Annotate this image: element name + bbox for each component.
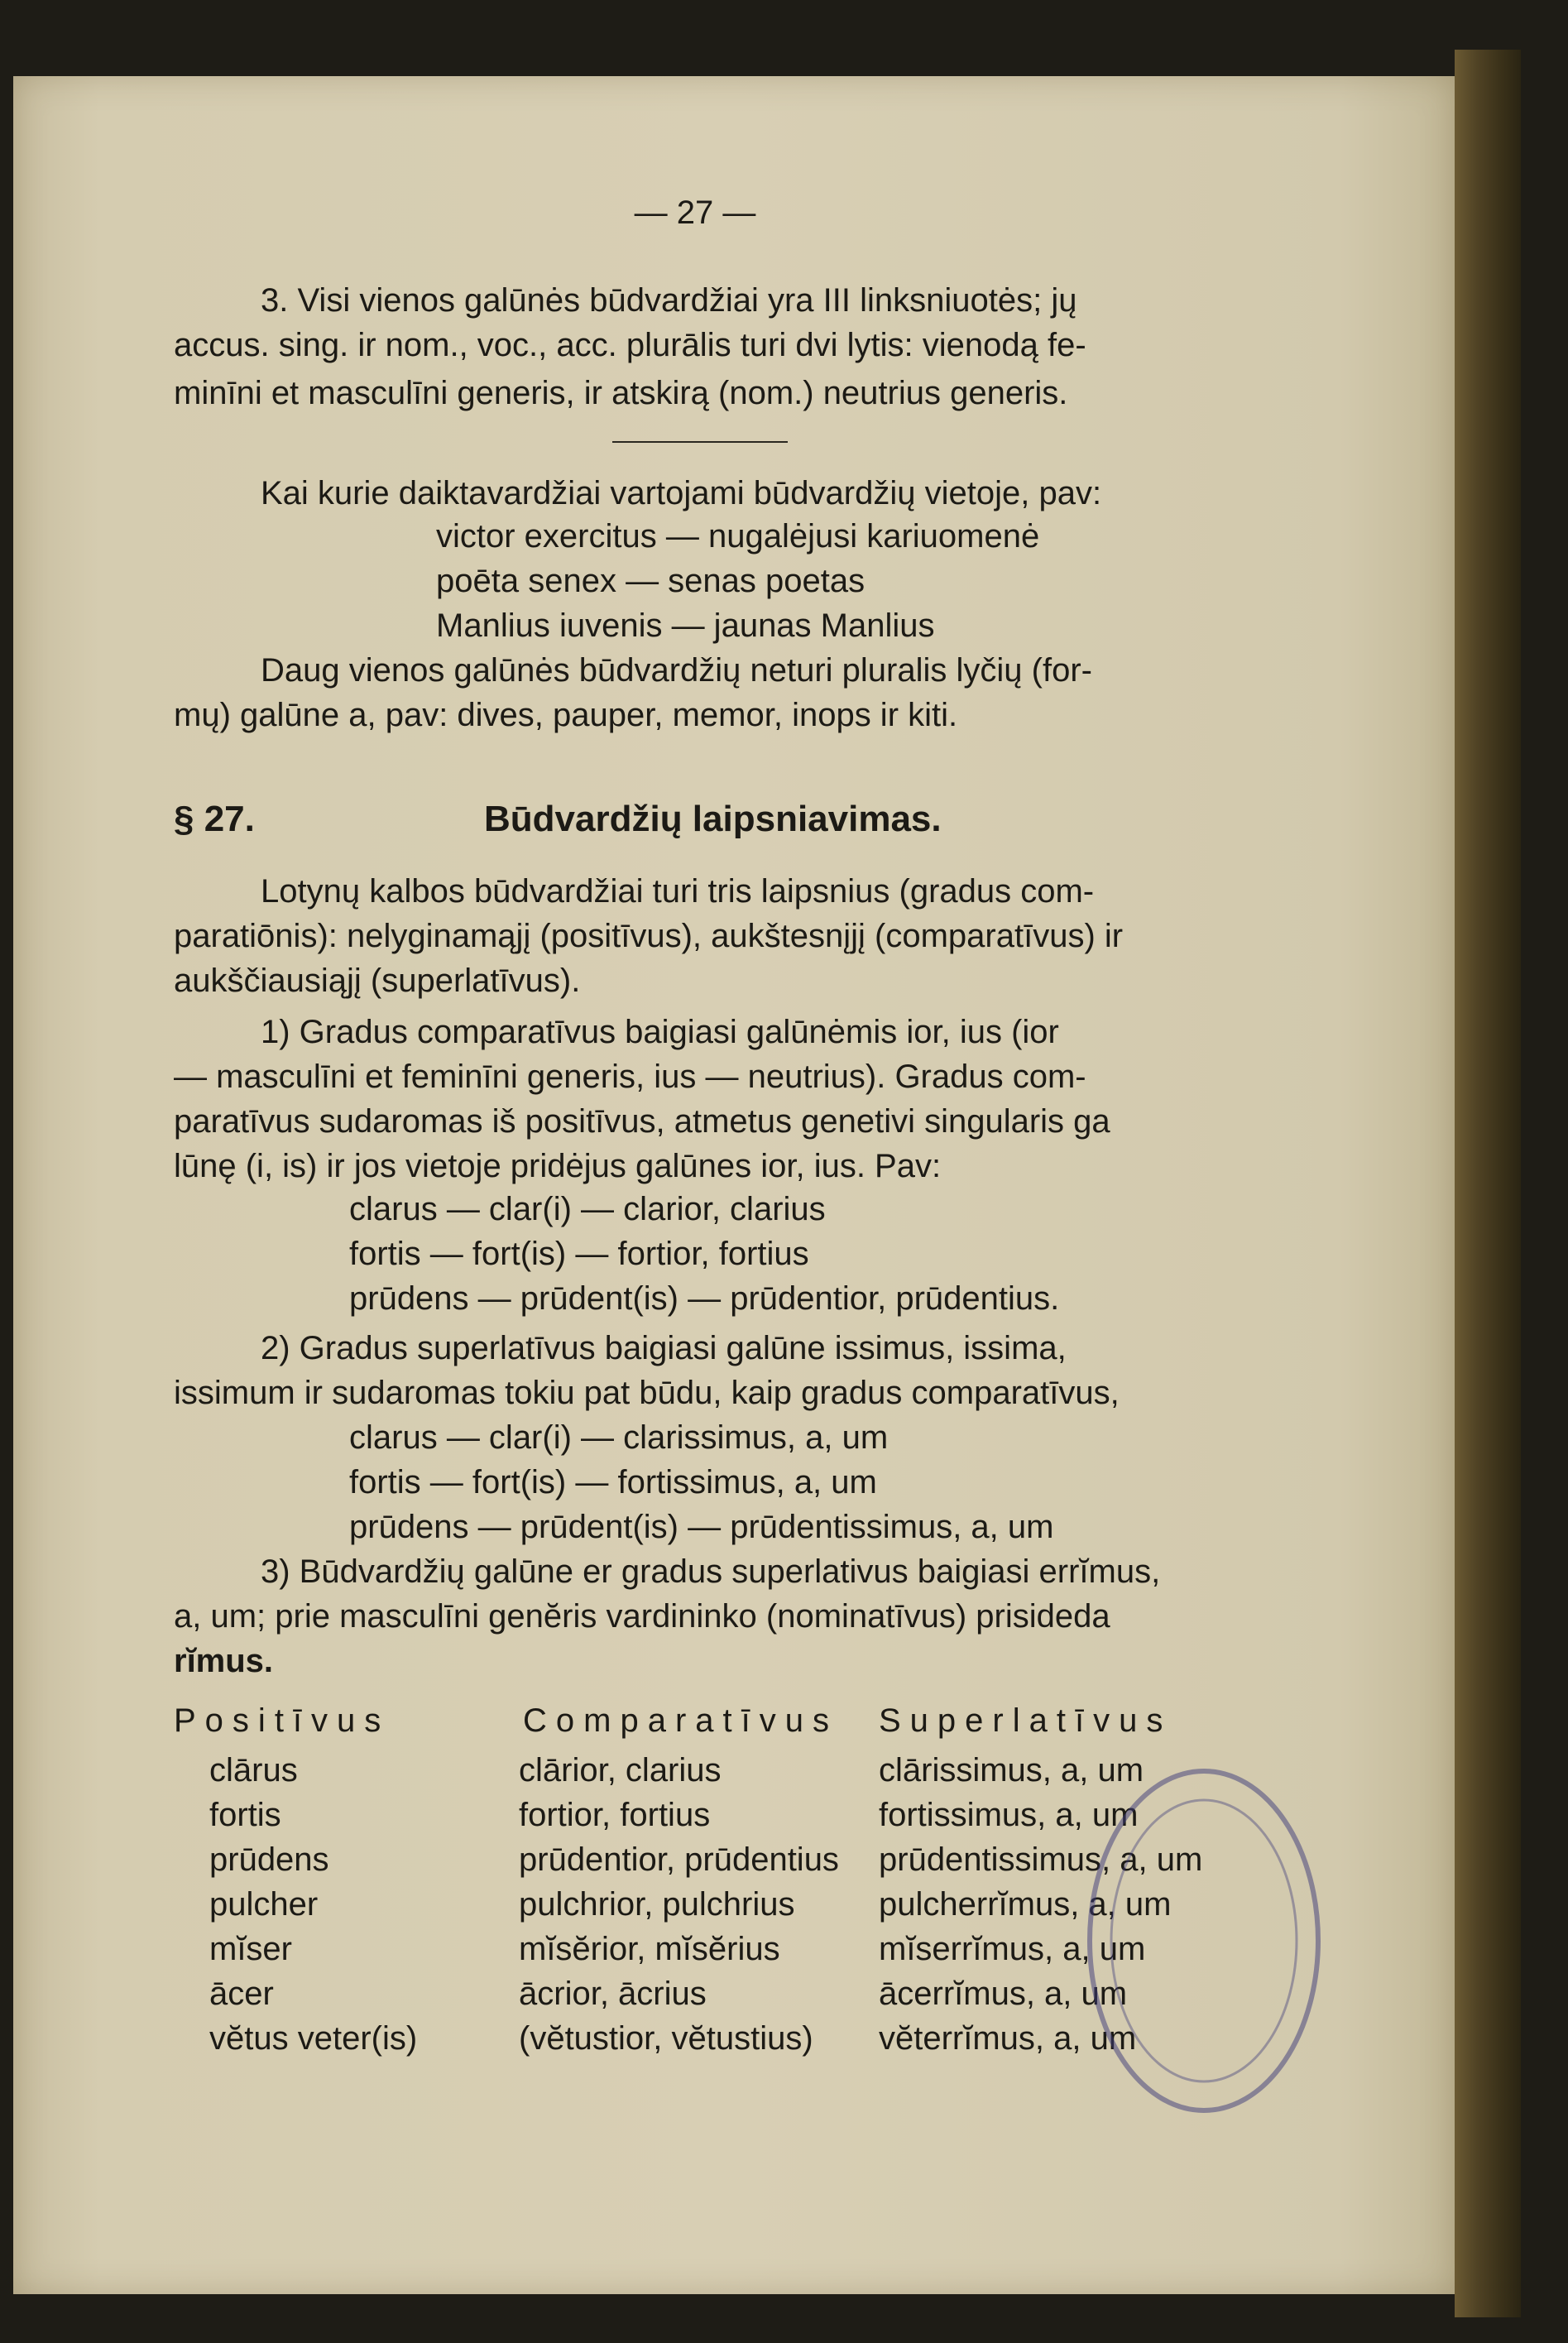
intro-line3: aukščiausiąjį (superlatīvus). xyxy=(174,963,581,999)
table-cell: ācerrĭmus, a, um xyxy=(879,1976,1128,2012)
table-cell: mĭser xyxy=(209,1931,292,1967)
table-header-comparativus: Comparatīvus xyxy=(523,1702,838,1739)
table-cell: fortior, fortius xyxy=(519,1797,711,1833)
book-spine xyxy=(1455,50,1521,2317)
table-cell: pulcherrĭmus, a, um xyxy=(879,1886,1172,1923)
table-cell: vĕterrĭmus, a, um xyxy=(879,2020,1137,2057)
para3-line2: accus. sing. ir nom., voc., acc. plurālis turi dvi lytis: vienodą fe- xyxy=(174,327,1086,363)
intro-line2: paratiōnis): nelyginamąjį (positīvus), aukštesnįjį (comparatīvus) ir xyxy=(174,918,1124,954)
rule2-example-3: prūdens — prūdent(is) — prūdentissimus, a, um xyxy=(349,1509,1054,1545)
rule3-line3: rĭmus. xyxy=(174,1643,274,1679)
rule1-line1: 1) Gradus comparatīvus baigiasi galūnėmis ior, ius (ior xyxy=(261,1014,1059,1050)
rule1-example-3: prūdens — prūdent(is) — prūdentior, prūdentius. xyxy=(349,1280,1060,1317)
table-header-superlativus: Superlatīvus xyxy=(879,1702,1172,1739)
rule1-line2: — masculīni et feminīni generis, ius — neutrius). Gradus com- xyxy=(174,1059,1086,1095)
table-cell: fortis xyxy=(209,1797,281,1833)
table-cell: fortissimus, a, um xyxy=(879,1797,1139,1833)
rule3-line2: a, um; prie masculīni genĕris vardininko (nominatīvus) prisideda xyxy=(174,1598,1110,1635)
table-cell: pulcher xyxy=(209,1886,319,1923)
table-cell: vĕtus veter(is) xyxy=(209,2020,418,2057)
table-cell: prūdentissimus, a, um xyxy=(879,1841,1203,1878)
section-number: § 27. xyxy=(174,799,255,839)
rule2-line1: 2) Gradus superlatīvus baigiasi galūne issimus, issima, xyxy=(261,1330,1067,1366)
table-cell: pulchrior, pulchrius xyxy=(519,1886,795,1923)
note-example-3: Manlius iuvenis — jaunas Manlius xyxy=(436,607,935,644)
note-example-1: victor exercitus — nugalėjusi kariuomenė xyxy=(436,518,1040,555)
rule2-example-2: fortis — fort(is) — fortissimus, a, um xyxy=(349,1464,877,1500)
table-cell: clārior, clarius xyxy=(519,1752,722,1788)
rule2-example-1: clarus — clar(i) — clarissimus, a, um xyxy=(349,1419,889,1456)
table-cell: ācrior, ācrius xyxy=(519,1976,707,2012)
table-cell: mĭserrĭmus, a, um xyxy=(879,1931,1146,1967)
intro-line1: Lotynų kalbos būdvardžiai turi tris laipsnius (gradus com- xyxy=(261,873,1095,910)
note-line3: mų) galūne a, pav: dives, pauper, memor, inops ir kiti. xyxy=(174,697,958,733)
rule1-line4: lūnę (i, is) ir jos vietoje pridėjus galūnes ior, ius. Pav: xyxy=(174,1148,942,1184)
table-header-positivus: Positīvus xyxy=(174,1702,391,1739)
separator-rule xyxy=(612,441,788,443)
note-example-2: poēta senex — senas poetas xyxy=(436,563,866,599)
table-cell: prūdentior, prūdentius xyxy=(519,1841,839,1878)
page-number: — 27 — xyxy=(634,194,756,231)
table-cell: clārissimus, a, um xyxy=(879,1752,1144,1788)
rule1-example-2: fortis — fort(is) — fortior, fortius xyxy=(349,1236,809,1272)
section-title: Būdvardžių laipsniavimas. xyxy=(484,799,942,839)
rule1-example-1: clarus — clar(i) — clarior, clarius xyxy=(349,1191,826,1227)
para3-line3: minīni et masculīni generis, ir atskirą (nom.) neutrius generis. xyxy=(174,375,1068,411)
rule2-line2: issimum ir sudaromas tokiu pat būdu, kaip gradus comparatīvus, xyxy=(174,1375,1120,1411)
table-cell: clārus xyxy=(209,1752,298,1788)
rule3-line1: 3) Būdvardžių galūne er gradus superlativus baigiasi errĭmus, xyxy=(261,1553,1161,1590)
table-cell: prūdens xyxy=(209,1841,329,1878)
table-cell: ācer xyxy=(209,1976,274,2012)
note-line1: Kai kurie daiktavardžiai vartojami būdvardžių vietoje, pav: xyxy=(261,475,1102,511)
note-line2: Daug vienos galūnės būdvardžių neturi pluralis lyčių (for- xyxy=(261,652,1092,689)
para3-line1: 3. Visi vienos galūnės būdvardžiai yra III linksniuotės; jų xyxy=(261,282,1077,319)
rule1-line3: paratīvus sudaromas iš positīvus, atmetus genetivi singularis ga xyxy=(174,1103,1110,1140)
table-cell: (vĕtustior, vĕtustius) xyxy=(519,2020,813,2057)
table-cell: mĭsĕrior, mĭsĕrius xyxy=(519,1931,780,1967)
library-stamp-icon xyxy=(1080,1759,1328,2123)
